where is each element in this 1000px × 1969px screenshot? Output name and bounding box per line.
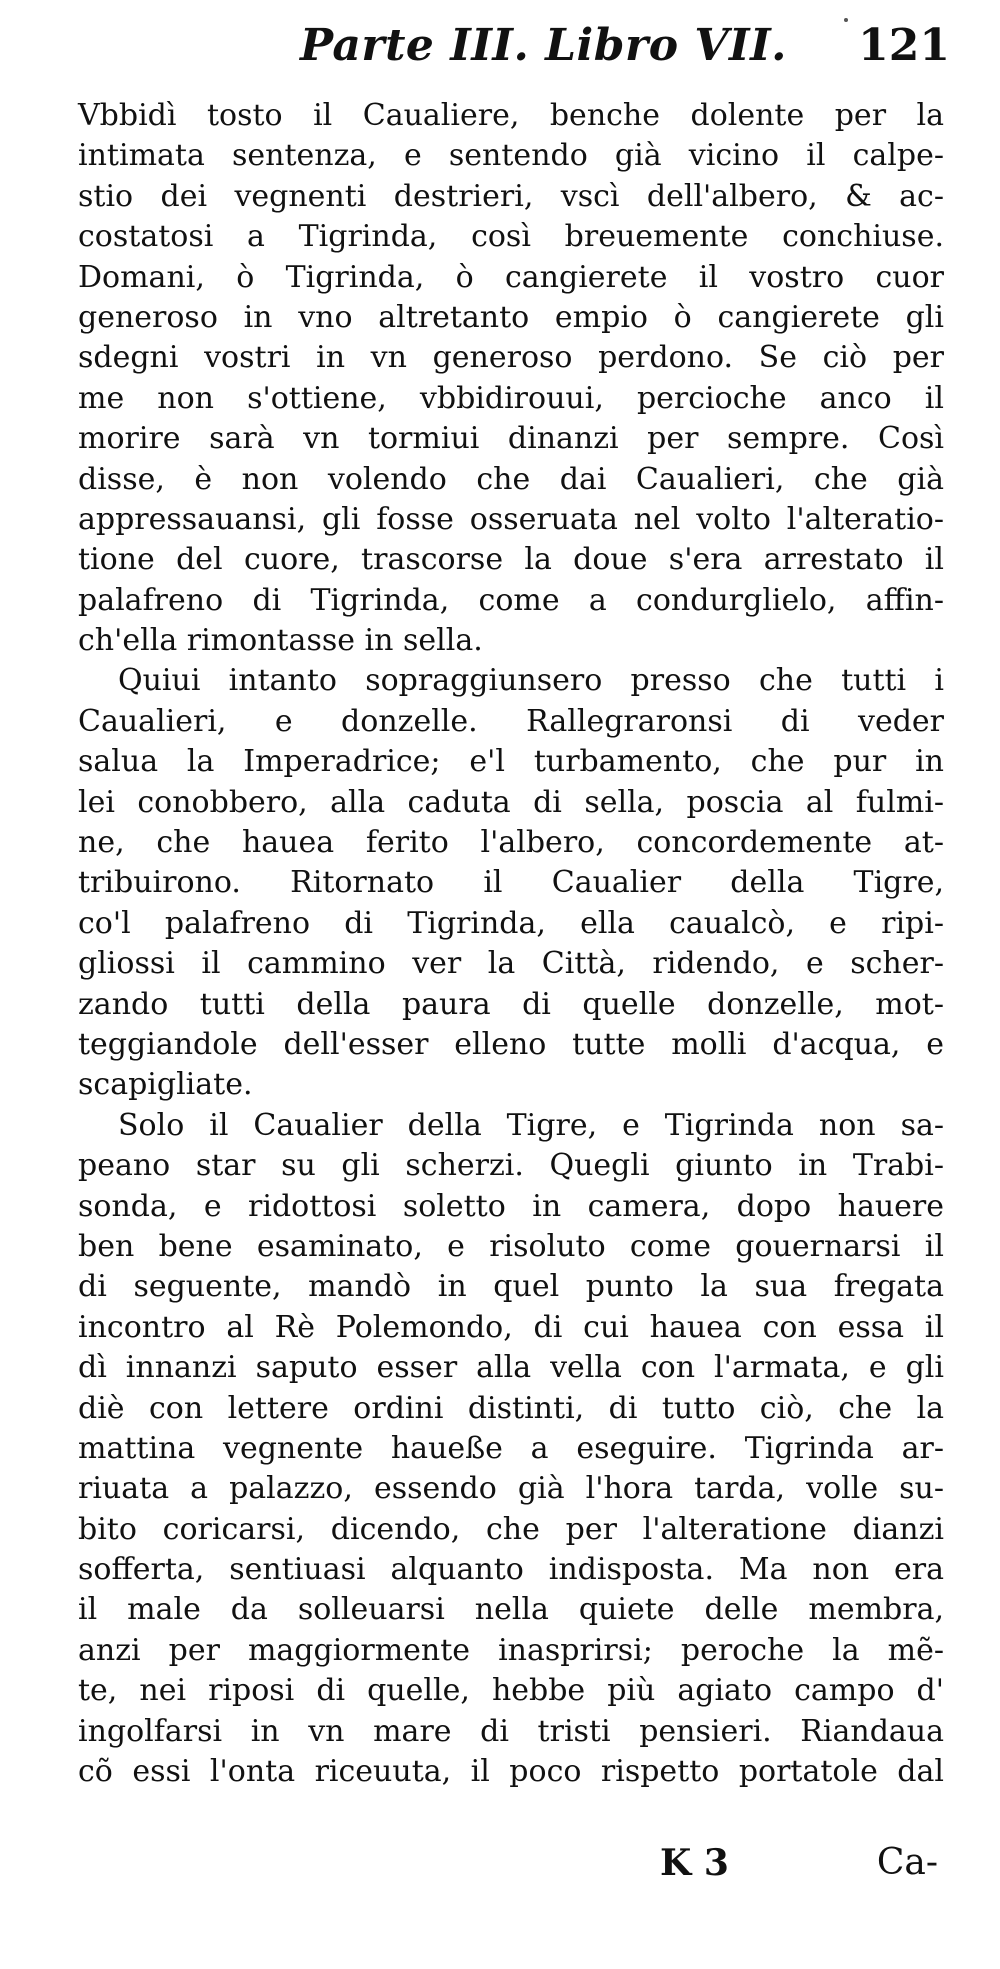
text-line: lei conobbero, alla caduta di sella, poscia al fulmi- <box>78 784 944 820</box>
text-line: ingolfarsi in vn mare di tristi pensieri. Riandaua <box>78 1713 944 1749</box>
text-line: tribuirono. Ritornato il Caualier della Tigre, <box>78 865 944 901</box>
text-line: ben bene esaminato, e risoluto come gouernarsi il <box>78 1228 944 1264</box>
text-line: incontro al Rè Polemondo, di cui hauea con essa il <box>78 1309 944 1345</box>
text-line: costatosi a Tigrinda, così breuemente conchiuse. <box>78 219 944 255</box>
text-line: anzi per maggiormente inasprirsi; peroche la mẽ- <box>78 1632 944 1668</box>
text-line: sdegni vostri in vn generoso perdono. Se ciò per <box>78 340 944 376</box>
text-line: me non s'ottiene, vbbidirouui, percioche anco il <box>78 380 944 416</box>
text-line: ch'ella rimontasse in sella. <box>78 623 483 659</box>
page-footer <box>660 1842 938 1890</box>
running-head: Parte III. Libro VII. <box>300 20 788 71</box>
text-line: stio dei vegnenti destrieri, vscì dell'albero, & ac- <box>78 178 944 214</box>
text-line: ne, che hauea ferito l'albero, concordemente at- <box>78 825 944 861</box>
text-line: Quiui intanto sopraggiunsero presso che tutti i <box>118 663 944 699</box>
catchword: Ca- <box>876 1842 938 1883</box>
text-line: appressauansi, gli fosse osseruata nel volto l'alteratio- <box>78 501 944 537</box>
signature-mark: K 3 <box>660 1842 729 1884</box>
body-text <box>78 96 944 1792</box>
text-line: dì innanzi saputo esser alla vella con l'armata, e gli <box>78 1350 944 1386</box>
text-line: co'l palafreno di Tigrinda, ella caualcò, e ripi- <box>78 905 944 941</box>
text-line: intimata sentenza, e sentendo già vicino il calpe- <box>78 138 944 174</box>
text-line: riuata a palazzo, essendo già l'hora tarda, volle su- <box>78 1471 944 1507</box>
text-line: mattina vegnente haueße a eseguire. Tigrinda ar- <box>78 1430 944 1466</box>
text-line: sonda, e ridottosi soletto in camera, dopo hauere <box>78 1188 944 1224</box>
page-header <box>300 20 950 80</box>
text-line: morire sarà vn tormiui dinanzi per sempre. Così <box>78 421 944 457</box>
text-line: cõ essi l'onta riceuuta, il poco rispetto portatole dal <box>78 1754 944 1790</box>
text-line: Vbbidì tosto il Caualiere, benche dolente per la <box>78 98 944 133</box>
text-line: Domani, ò Tigrinda, ò cangierete il vostro cuor <box>78 259 944 295</box>
text-line: generoso in vno altretanto empio ò cangierete gli <box>78 299 944 335</box>
page-number: 121 <box>858 20 950 71</box>
text-line: il male da solleuarsi nella quiete delle membra, <box>78 1592 944 1628</box>
text-line: scapigliate. <box>78 1067 253 1103</box>
text-line: di seguente, mandò in quel punto la sua fregata <box>78 1269 944 1305</box>
text-line: tione del cuore, trascorse la doue s'era arrestato il <box>78 542 944 578</box>
text-line: Solo il Caualier della Tigre, e Tigrinda non sa- <box>118 1107 944 1143</box>
text-line: teggiandole dell'esser elleno tutte molli d'acqua, e <box>78 1026 944 1062</box>
text-line: Caualieri, e donzelle. Rallegraronsi di veder <box>78 703 944 739</box>
text-line: zando tutti della paura di quelle donzelle, mot- <box>78 986 944 1022</box>
text-line: salua la Imperadrice; e'l turbamento, che pur in <box>78 744 944 780</box>
text-line: sofferta, sentiuasi alquanto indisposta. Ma non era <box>78 1552 944 1588</box>
text-line: diè con lettere ordini distinti, di tutto ciò, che la <box>78 1390 944 1426</box>
text-line: peano star su gli scherzi. Quegli giunto in Trabi- <box>78 1148 944 1184</box>
text-line: te, nei riposi di quelle, hebbe più agiato campo d' <box>78 1673 944 1709</box>
text-line: bito coricarsi, dicendo, che per l'alteratione dianzi <box>78 1511 944 1547</box>
text-line: palafreno di Tigrinda, come a condurglielo, affin- <box>78 582 944 618</box>
text-line: gliossi il cammino ver la Città, ridendo, e scher- <box>78 946 944 982</box>
text-line: disse, è non volendo che dai Caualieri, che già <box>78 461 944 497</box>
